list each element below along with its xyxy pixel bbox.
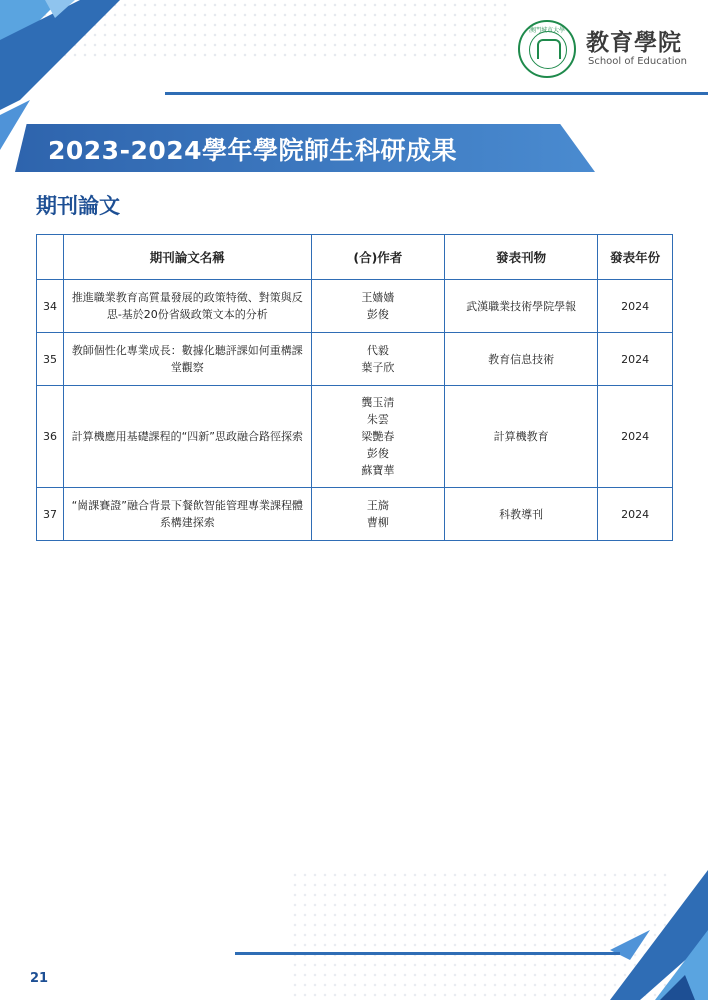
row-year: 2024 [598, 488, 673, 541]
header-authors: (合)作者 [311, 235, 444, 280]
row-authors [311, 333, 444, 386]
row-title: 推進職業教育高質量發展的政策特徵、對策與反思-基於20份省級政策文本的分析 [63, 280, 311, 333]
section-heading: 期刊論文 [36, 194, 120, 218]
row-authors [311, 280, 444, 333]
table-row [37, 386, 673, 488]
university-seal-icon [518, 20, 576, 78]
table-row [37, 333, 673, 386]
author: 葉子欣 [361, 361, 395, 374]
bottom-right-decoration [600, 860, 708, 1000]
row-authors [311, 488, 444, 541]
author: 代毅 [366, 344, 389, 357]
header-journal: 發表刊物 [445, 235, 598, 280]
header-divider [165, 92, 708, 95]
table-row [37, 280, 673, 333]
author: 彭俊 [366, 447, 389, 460]
author: 龔玉清 [361, 396, 395, 409]
row-journal: 計算機教育 [445, 386, 598, 488]
author: 彭俊 [366, 308, 389, 321]
table-header-row [37, 235, 673, 280]
header-no [37, 235, 64, 280]
row-year: 2024 [598, 386, 673, 488]
row-journal: 武漢職業技術學院學報 [445, 280, 598, 333]
row-journal: 科教導刊 [445, 488, 598, 541]
row-title: 計算機應用基礎課程的“四新”思政融合路徑探索 [63, 386, 311, 488]
row-journal: 教育信息技術 [445, 333, 598, 386]
row-year: 2024 [598, 280, 673, 333]
author: 朱雲 [366, 413, 389, 426]
journal-papers-table [36, 234, 673, 541]
page-number: 21 [30, 971, 49, 986]
header-year: 發表年份 [598, 235, 673, 280]
row-title: 教師個性化專業成長：數據化聽評課如何重構課堂觀察 [63, 333, 311, 386]
author: 王嬙嬙 [361, 291, 395, 304]
table-row [37, 488, 673, 541]
row-year: 2024 [598, 333, 673, 386]
school-logo [518, 18, 698, 74]
seal-text: 澳門城市大學 [528, 27, 565, 34]
row-no: 34 [37, 280, 64, 333]
school-name-zh: 教育學院 [586, 29, 682, 56]
header-title: 期刊論文名稱 [63, 235, 311, 280]
author: 梁艷春 [361, 430, 395, 443]
row-no: 37 [37, 488, 64, 541]
author: 曹柳 [366, 516, 389, 529]
row-no: 36 [37, 386, 64, 488]
author: 蘇寶華 [361, 464, 395, 477]
row-no: 35 [37, 333, 64, 386]
school-name-en: School of Education [588, 56, 687, 67]
author: 王旖 [366, 499, 389, 512]
row-title: “崗課賽證”融合背景下餐飲智能管理專業課程體系構建探索 [63, 488, 311, 541]
row-authors [311, 386, 444, 488]
page-title: 2023-2024學年學院師生科研成果 [48, 136, 458, 165]
footer-divider [235, 952, 620, 955]
